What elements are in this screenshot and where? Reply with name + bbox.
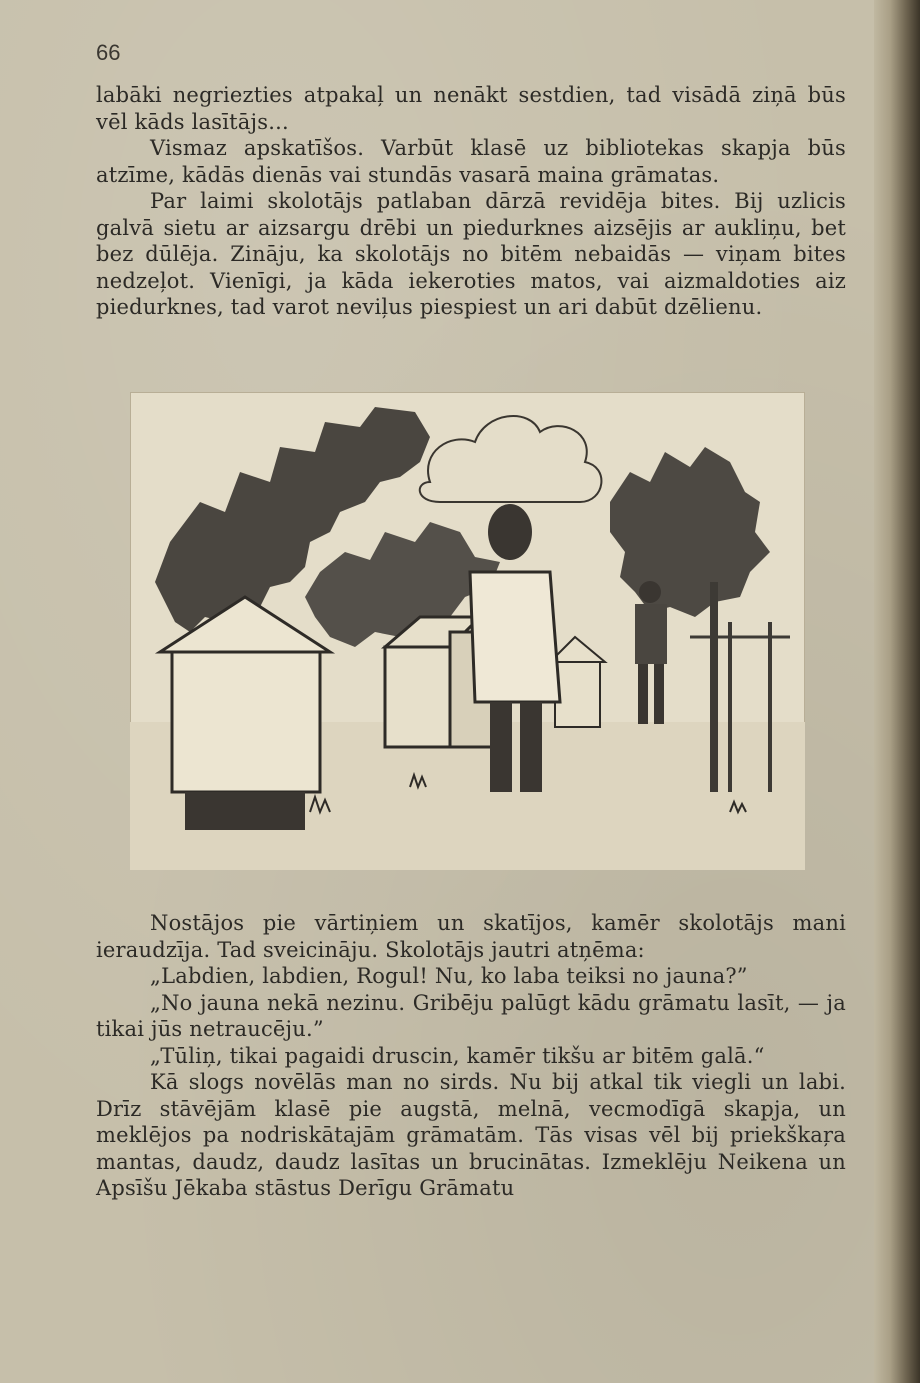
- page-number: 66: [96, 40, 121, 65]
- paragraph: Nostājos pie vārtiņiem un skatījos, kamēr skolotājs mani ieraudzīja. Tad sveicināju. Skolotājs jautri atņēma:: [96, 911, 846, 962]
- teacher-head-net: [488, 504, 532, 560]
- boy-body: [635, 604, 667, 664]
- paragraph: Kā slogs novēlās man no sirds. Nu bij atkal tik viegli un labi. Drīz stāvējām klasē pie augstā, melnā, vecmodīgā skapja, un meklējos pa nodriskātajām grāmatām. Tās visas vēl bij priekškaŗa mantas, daudz, daudz lasītas un brucinātas. Izmeklēju Neikena un Apsīšu Jēkaba stāstus Derīgu Grāmatu: [96, 1070, 846, 1200]
- right-tree-trunk: [710, 582, 718, 792]
- beehive-body: [555, 662, 600, 727]
- paragraph: „Labdien, labdien, Rogul! Nu, ko laba teiksi no jauna?”: [150, 964, 748, 988]
- boy-leg: [638, 664, 648, 724]
- teacher-leg: [490, 702, 512, 792]
- beehive-body: [172, 652, 320, 792]
- teacher-coat: [470, 572, 560, 702]
- right-tree-foliage: [610, 447, 770, 617]
- paragraph: labāki negriezties atpakaļ un nenākt sestdien, tad visādā ziņā būs vēl kāds lasītājs...: [96, 83, 846, 134]
- boy-leg: [654, 664, 664, 724]
- paragraph: Vismaz apskatīšos. Varbūt klasē uz bibliotekas skapja būs atzīme, kādās dienās vai stundās vasarā maina grāmatas.: [96, 136, 846, 187]
- boy-head: [639, 581, 661, 603]
- paragraph: „Tūliņ, tikai pagaidi druscin, kamēr tikšu ar bitēm galā.“: [150, 1043, 765, 1068]
- beehive-roof: [550, 637, 605, 662]
- beehive-body: [385, 647, 450, 747]
- beehive-stand: [185, 792, 305, 830]
- beekeeper-illustration: [130, 392, 805, 870]
- cloud: [420, 416, 602, 502]
- top-text-block: [96, 82, 846, 321]
- page-gutter-shadow: [874, 0, 920, 1383]
- illustration-drawing: [130, 392, 805, 870]
- teacher-leg: [520, 702, 542, 792]
- paragraph: Par laimi skolotājs patlaban dārzā revidēja bites. Bij uzlicis galvā sietu ar aizsargu drēbi un piedurknes aizsējis ar aukliņu, bet bez dūlēja. Zināju, ka skolotājs no bitēm nebaidās — viņam bites nedzeļot. Vienīgi, ja kāda iekeroties matos, vai aizmaldoties aiz piedurknes, tad varot neviļus piespiest un ari dabūt dzēlienu.: [96, 189, 846, 319]
- paragraph: „No jauna nekā nezinu. Gribēju palūgt kādu grāmatu lasīt, — ja tikai jūs netraucēju.”: [96, 990, 846, 1041]
- bottom-text-block: [96, 910, 846, 1202]
